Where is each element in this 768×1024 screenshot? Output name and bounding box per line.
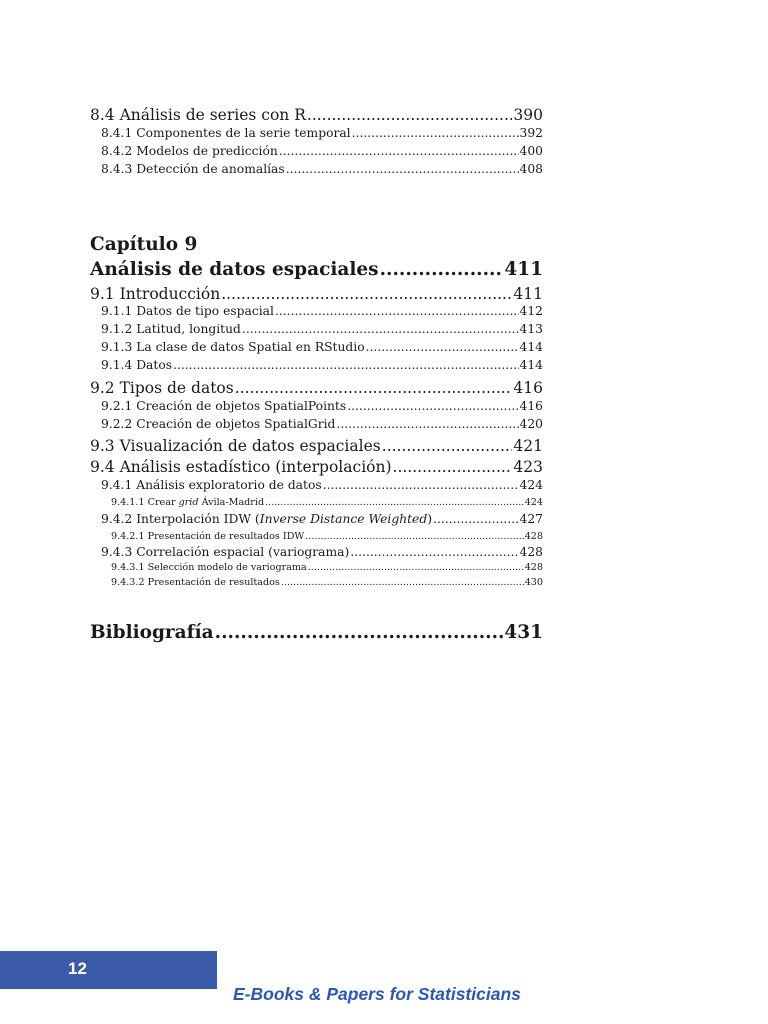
leader-dots	[305, 531, 523, 542]
footer-page-band	[0, 951, 217, 989]
toc-entry-8-4-1[interactable]	[101, 126, 543, 140]
toc-entry-title: 9.1.3 La clase de datos Spatial en RStudio	[101, 340, 365, 354]
toc-entry-9-4[interactable]	[90, 458, 543, 476]
leader-dots	[242, 322, 519, 336]
toc-entry-title: 9.2.1 Creación de objetos SpatialPoints	[101, 399, 347, 413]
title-part: 9.4.1.1 Crear	[111, 497, 179, 508]
leader-dots	[352, 126, 519, 140]
toc-entry-page: 416	[519, 399, 543, 413]
toc-entry-title: 9.3 Visualización de datos espaciales	[90, 437, 381, 455]
toc-entry-title: 9.4 Análisis estadístico (interpolación)	[90, 458, 392, 476]
toc-entry-9-4-2[interactable]	[101, 512, 543, 526]
toc-entry-8-4-2[interactable]	[101, 144, 543, 158]
toc-entry-page: 430	[524, 577, 543, 588]
toc-entry-page: 420	[519, 417, 543, 431]
page-number: 12	[68, 959, 87, 978]
toc-entry-9-4-1-1[interactable]	[111, 497, 543, 508]
title-italic: Inverse Distance Weighted	[259, 512, 428, 526]
title-part: Ávila-Madrid	[198, 497, 265, 508]
leader-dots	[323, 478, 519, 492]
leader-dots	[235, 379, 513, 397]
toc-entry-9-1-1[interactable]	[101, 304, 543, 318]
toc-entry-9-1-4[interactable]	[101, 358, 543, 372]
leader-dots	[382, 437, 513, 455]
toc-entry-page: 421	[513, 437, 543, 455]
leader-dots	[347, 399, 518, 413]
leader-dots	[279, 144, 519, 158]
toc-entry-title: Análisis de datos espaciales	[90, 259, 379, 280]
toc-entry-title: 8.4.2 Modelos de predicción	[101, 144, 278, 158]
toc-entry-page: 423	[513, 458, 543, 476]
toc-entry-9-4-2-1[interactable]	[111, 531, 543, 542]
toc-entry-9-4-3-2[interactable]	[111, 577, 543, 588]
toc-entry-9-1-3[interactable]	[101, 340, 543, 354]
toc-entry-title: 9.4.3 Correlación espacial (variograma)	[101, 545, 350, 559]
title-part: 9.4.2 Interpolación IDW (	[101, 512, 260, 526]
toc-entry-page: 411	[504, 259, 543, 280]
toc-entry-9-3[interactable]	[90, 437, 543, 455]
toc-entry-title	[101, 512, 432, 526]
leader-dots	[265, 497, 524, 508]
leader-dots	[307, 106, 513, 124]
toc-entry-title: 9.4.3.2 Presentación de resultados	[111, 577, 280, 588]
toc-entry-9-1-2[interactable]	[101, 322, 543, 336]
toc-entry-page: 414	[519, 358, 543, 372]
toc-entry-page: 431	[504, 622, 543, 643]
toc-entry-page: 428	[519, 545, 543, 559]
leader-dots	[308, 562, 524, 573]
toc-entry-8-4-3[interactable]	[101, 162, 543, 176]
toc-entry-title: 9.4.1 Análisis exploratorio de datos	[101, 478, 322, 492]
toc-entry-page: 400	[519, 144, 543, 158]
leader-dots	[173, 358, 518, 372]
toc-entry-title	[111, 497, 264, 508]
toc-entry-page: 414	[519, 340, 543, 354]
title-italic: grid	[178, 497, 199, 508]
leader-dots	[286, 162, 519, 176]
toc-entry-page: 427	[519, 512, 543, 526]
leader-dots	[281, 577, 524, 588]
toc-entry-9-2[interactable]	[90, 379, 543, 397]
toc-entry-9-2-1[interactable]	[101, 399, 543, 413]
toc-entry-9-1[interactable]	[90, 285, 543, 303]
toc-entry-title: 8.4.3 Detección de anomalías	[101, 162, 285, 176]
toc-entry-title: 9.1.1 Datos de tipo espacial	[101, 304, 274, 318]
leader-dots	[336, 417, 518, 431]
toc-entry-page: 413	[519, 322, 543, 336]
toc-entry-9-4-1[interactable]	[101, 478, 543, 492]
leader-dots	[221, 285, 512, 303]
leader-dots	[215, 622, 504, 643]
toc-entry-9-4-3[interactable]	[101, 545, 543, 559]
toc-entry-8-4[interactable]	[90, 106, 543, 124]
toc-entry-page: 412	[519, 304, 543, 318]
toc-entry-title: 9.2 Tipos de datos	[90, 379, 234, 397]
toc-entry-page: 416	[513, 379, 543, 397]
toc-entry-title: 8.4.1 Componentes de la serie temporal	[101, 126, 351, 140]
toc-entry-title: 9.4.3.1 Selección modelo de variograma	[111, 562, 307, 573]
toc-entry-title: 9.4.2.1 Presentación de resultados IDW	[111, 531, 305, 542]
chapter-label: Capítulo 9	[90, 234, 198, 255]
title-part: )	[427, 512, 433, 526]
toc-entry-page: 408	[519, 162, 543, 176]
toc-entry-9-2-2[interactable]	[101, 417, 543, 431]
leader-dots	[350, 545, 518, 559]
toc-entry-page: 411	[513, 285, 543, 303]
toc-entry-page: 390	[513, 106, 543, 124]
publisher-credit: E-Books & Papers for Statisticians	[233, 984, 521, 1004]
toc-entry-page: 392	[519, 126, 543, 140]
toc-entry-page: 424	[519, 478, 543, 492]
toc-entry-page: 424	[524, 497, 543, 508]
toc-entry-title: Bibliografía	[90, 622, 214, 643]
leader-dots	[393, 458, 513, 476]
toc-entry-9-4-3-1[interactable]	[111, 562, 543, 573]
toc-entry-title: 9.1 Introducción	[90, 285, 221, 303]
toc-entry-title: 9.1.2 Latitud, longitud	[101, 322, 241, 336]
toc-entry-chapter-9[interactable]	[90, 259, 543, 280]
toc-entry-bibliografia[interactable]	[90, 622, 543, 643]
toc-entry-title: 9.2.2 Creación de objetos SpatialGrid	[101, 417, 336, 431]
toc-entry-page: 428	[524, 531, 543, 542]
toc-entry-title: 9.1.4 Datos	[101, 358, 173, 372]
leader-dots	[380, 259, 504, 280]
leader-dots	[275, 304, 519, 318]
leader-dots	[433, 512, 518, 526]
toc-entry-page: 428	[524, 562, 543, 573]
toc-entry-title: 8.4 Análisis de series con R	[90, 106, 306, 124]
leader-dots	[366, 340, 519, 354]
